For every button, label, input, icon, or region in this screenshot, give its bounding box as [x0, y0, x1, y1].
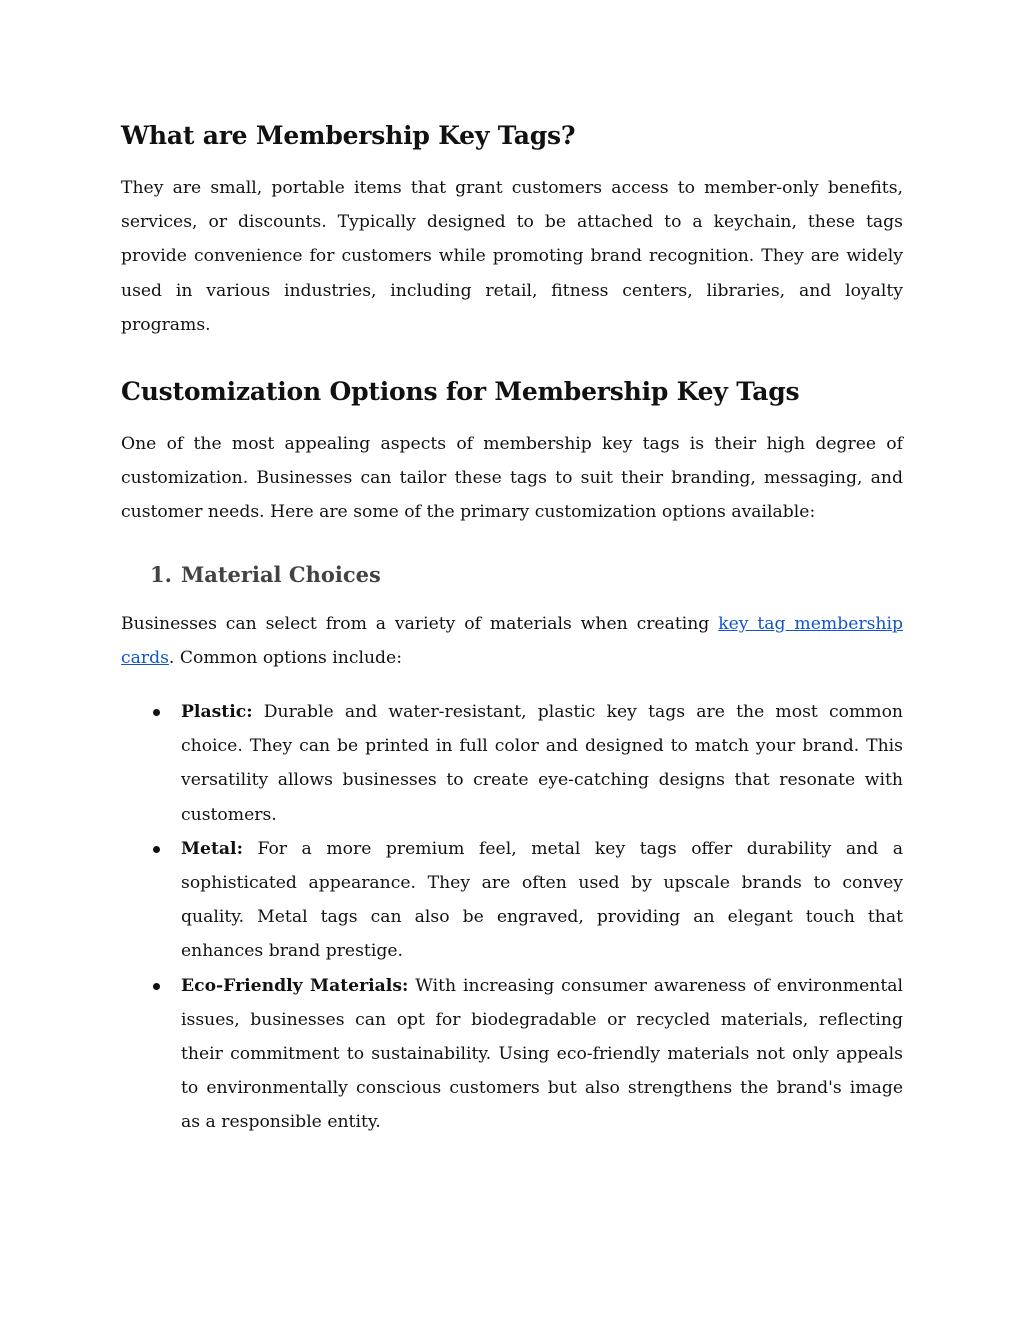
section-paragraph-intro: They are small, portable items that grant customers access to member-only benefits, services, or discounts. Typically designed to be attached to a keychain, these tags provide convenience for customers while promoting brand recognition. They are widely used in various industries, including retail, fitness centers, libraries, and loyalty programs.: [121, 178, 903, 335]
list-item-term: Metal:: [181, 838, 243, 859]
heading-text: Material Choices: [181, 562, 381, 587]
numbered-heading-material-choices: [150, 558, 381, 592]
list-item-text: Durable and water-resistant, plastic key tags are the most common choice. They can be printed in full color and designed to match your brand. This versatility allows businesses to create eye-catching designs that resonate with customers.: [181, 702, 903, 825]
section-heading-what-are-key-tags: What are Membership Key Tags?: [121, 121, 576, 150]
list-item-text: For a more premium feel, metal key tags offer durability and a sophisticated appearance. They are often used by upscale brands to convey quality. Metal tags can also be engraved, providing an elegant touch that enhances brand prestige.: [181, 838, 903, 962]
bullet-icon: [153, 846, 160, 853]
section-paragraph-customization: One of the most appealing aspects of membership key tags is their high degree of customization. Businesses can tailor these tags to suit their branding, messaging, and customer needs. Here are some of the primary customization options available:: [121, 434, 903, 523]
material-options-list: [121, 695, 903, 1140]
section-heading-customization-options: Customization Options for Membership Key Tags: [121, 377, 800, 406]
heading-number: 1.: [150, 562, 172, 587]
key-tag-membership-cards-link[interactable]: key tag membership cards: [121, 614, 903, 669]
list-item-term: Eco-Friendly Materials:: [181, 975, 409, 996]
bullet-icon: [153, 983, 160, 990]
list-item-plastic: [121, 695, 903, 832]
list-item-metal: [121, 832, 903, 969]
intro-text-before-link: Businesses can select from a variety of materials when creating: [121, 614, 719, 634]
list-item-text: With increasing consumer awareness of environmental issues, businesses can opt for biodegradable or recycled materials, reflecting their commitment to sustainability. Using eco-friendly materials not only appeals to environmentally conscious customers but also strengthens the brand's image as a responsible entity.: [181, 975, 903, 1133]
list-item-eco-friendly: [121, 969, 903, 1140]
intro-text-after-link: . Common options include:: [168, 648, 403, 669]
material-intro-paragraph: [121, 607, 903, 675]
list-item-term: Plastic:: [181, 702, 253, 722]
bullet-icon: [153, 709, 160, 716]
